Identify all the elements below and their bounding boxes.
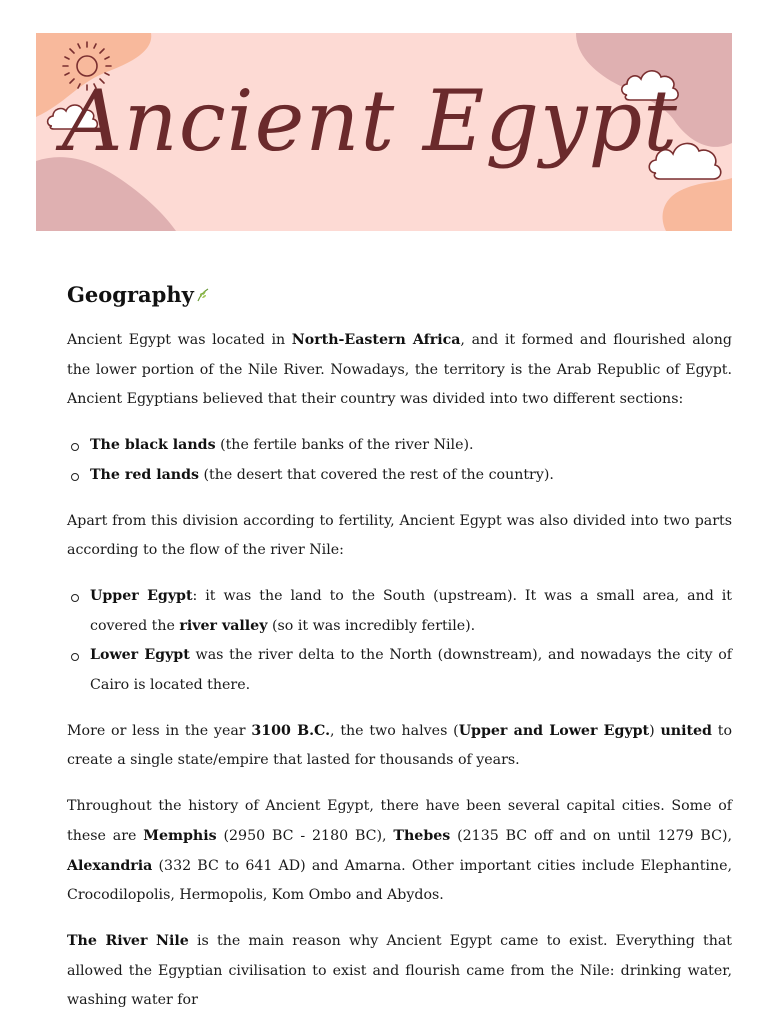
paragraph-location: Ancient Egypt was located in North-Eastern Africa, and it formed and flourished along the lower portion of the Nile River. Nowadays, the territory is the Arab Republic of Egypt. Ancient Egyptians believed that their country was divided into two different sections: (67, 332, 732, 408)
list-item: The black lands (the fertile banks of the river Nile). (67, 431, 732, 461)
list-item: Upper Egypt: it was the land to the South (upstream). It was a small area, and it covered the river valley (so it was incredibly fertile). (67, 582, 732, 641)
header-banner (36, 33, 732, 231)
leaf-icon (196, 288, 210, 302)
list-item: Lower Egypt was the river delta to the North (downstream), and nowadays the city of Cairo is located there. (67, 641, 732, 700)
bold-north-eastern-africa: North-Eastern Africa (291, 332, 461, 348)
paragraph-division: Apart from this division according to fertility, Ancient Egypt was also divided into two parts according to the flow of the river Nile: (67, 512, 732, 559)
paragraph-unification: More or less in the year 3100 B.C., the two halves (Upper and Lower Egypt) united to create a single state/empire that lasted for thousands of years. (67, 722, 733, 769)
section-heading-text: Geography (67, 282, 194, 307)
list-lands (67, 431, 732, 490)
banner-title: Ancient Egypt (61, 72, 678, 170)
document-body (67, 280, 732, 1032)
section-heading (67, 280, 732, 310)
paragraph-capitals: Throughout the history of Ancient Egypt, there have been several capital cities. Some of these are Memphis (2950 BC - 2180 BC), Thebes (2135 BC off and on until 1279 BC), Alexandria (332 BC to 641 AD) and Amarna. Other important cities include Elephantine, Crocodilopolis, Hermopolis, Kom Ombo and Abydos. (67, 798, 732, 904)
list-upper-lower (67, 582, 732, 701)
paragraph-river-nile: The River Nile is the main reason why Ancient Egypt came to exist. Everything that allowed the Egyptian civilisation to exist and flourish came from the Nile: drinking water, washing water for (67, 932, 732, 1009)
list-item: The red lands (the desert that covered the rest of the country). (67, 461, 732, 491)
